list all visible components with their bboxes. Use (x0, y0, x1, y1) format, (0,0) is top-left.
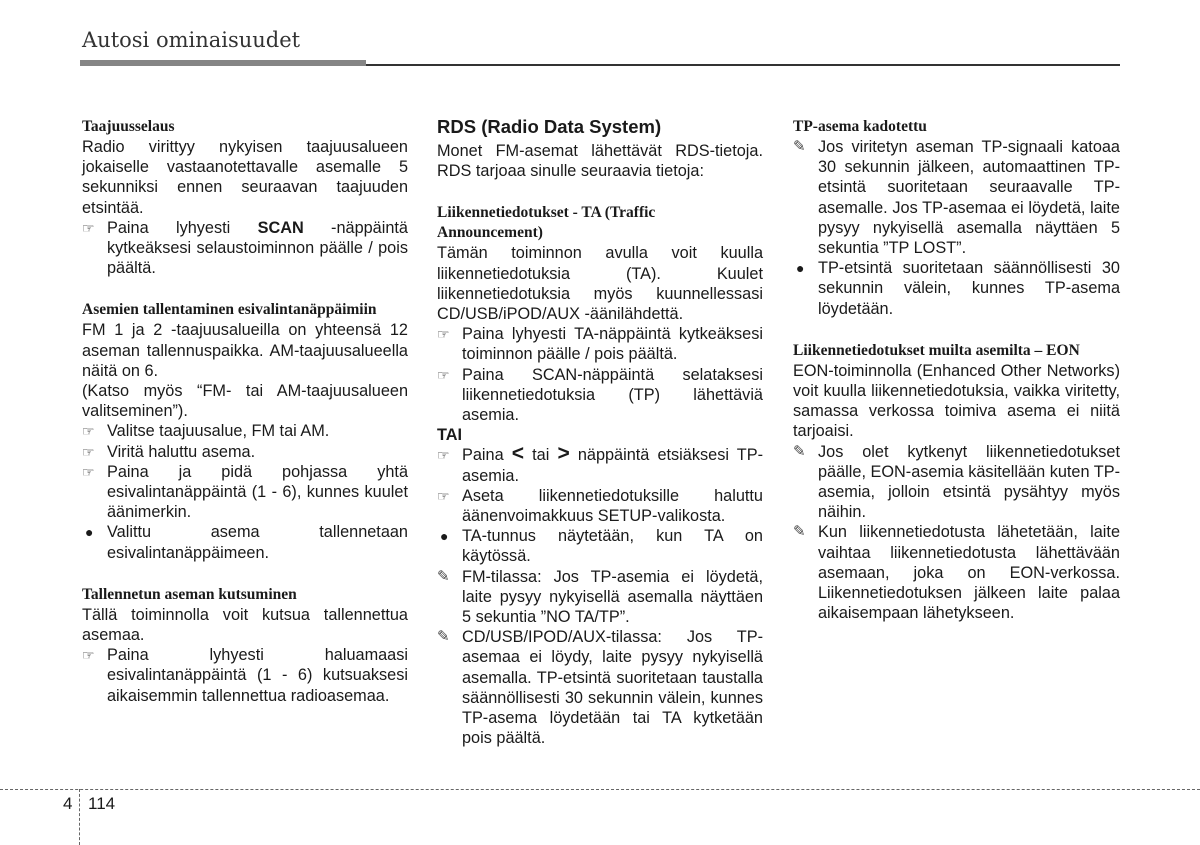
pointing-hand-icon: ☞ (437, 487, 450, 504)
pointing-hand-icon: ☞ (82, 423, 95, 440)
footer-dashed-rule (0, 789, 1200, 790)
note-item (437, 567, 763, 628)
list-item (82, 421, 408, 441)
note-item (437, 627, 763, 748)
paragraph: FM 1 ja 2 -taajuusalueilla on yhteensä 12 aseman tallennuspaikka. AM-taajuusalueella näitä on 6. (82, 321, 408, 380)
item-text: Paina lyhyesti SCAN -näppäintä kytkeäksesi selaustoiminnon päälle / pois päältä. (107, 218, 408, 278)
pointing-hand-icon: ☞ (437, 366, 450, 383)
item-text: TP-etsintä suoritetaan säännöllisesti 30 sekunnin välein, kunnes TP-asema löydetään. (818, 259, 1120, 318)
page-number: 114 (88, 794, 116, 813)
item-text: Aseta liikennetiedotuksille haluttu äänenvoimakkuus SETUP-valikosta. (462, 486, 763, 526)
paragraph: Monet FM-asemat lähettävät RDS-tietoja. RDS tarjoaa sinulle seuraavia tietoja: (437, 142, 763, 181)
chapter-number: 4 (63, 794, 73, 813)
paragraph: EON-toiminnolla (Enhanced Other Networks) voit kuulla liikennetiedotuksia, vaikka viritetty, samassa verkossa toimiva asema ei niitä tarjoaisi. (793, 361, 1120, 441)
pencil-note-icon: ✎ (793, 442, 806, 460)
pencil-note-icon: ✎ (437, 567, 450, 585)
list-item (82, 462, 408, 523)
heading-tp-asema-kadotettu: TP-asema kadotettu (793, 118, 927, 135)
pointing-hand-icon: ☞ (437, 447, 450, 464)
item-text: Paina lyhyesti TA-näppäintä kytkeäksesi toiminnon päälle / pois päältä. (462, 325, 763, 364)
heading-liikennetiedotukset-ta: Liikennetiedotukset - TA (Traffic Announcement) (437, 204, 656, 242)
column-2 (437, 115, 763, 748)
page-header-title: Autosi ominaisuudet (82, 28, 301, 52)
pencil-note-icon: ✎ (793, 138, 806, 155)
heading-taajuusselaus: Taajuusselaus (82, 118, 175, 135)
chevron-left-icon: < (511, 442, 525, 466)
item-text: FM-tilassa: Jos TP-asemia ei löydetä, laite pysyy nykyisellä asemalla näyttäen 5 sekuntia ”NO TA/TP”. (462, 567, 763, 627)
pointing-hand-icon: ☞ (82, 463, 95, 480)
pointing-hand-icon: ☞ (82, 647, 95, 664)
item-text: Paina < tai > näppäintä etsiäksesi TP-asemia. (462, 442, 763, 485)
bullet-icon: ● (85, 524, 94, 541)
section-title-rds: RDS (Radio Data System) (437, 116, 662, 137)
bullet-icon: ● (796, 260, 805, 277)
pointing-hand-icon: ☞ (82, 443, 95, 460)
paragraph: Radio virittyy nykyisen taajuusalueen jokaiselle vastaanotettavalle asemalle 5 sekunniksi ennen seuraavan taajuuden etsintää. (82, 138, 408, 217)
list-item (437, 486, 763, 526)
list-item (437, 324, 763, 364)
pencil-note-icon: ✎ (793, 523, 806, 541)
list-item (437, 526, 763, 566)
item-text: TA-tunnus näytetään, kun TA on käytössä. (462, 527, 763, 566)
list-item (82, 522, 408, 562)
list-item (793, 258, 1120, 319)
item-text: CD/USB/IPOD/AUX-tilassa: Jos TP-asemaa ei löydy, laite pysyy nykyisellä asemalla. TP-etsintä suoritetaan taustalla säännöllisesti 30 sekunnin välein, kunnes TP-asema löydetään tai TA kytketään pois päältä. (462, 628, 763, 748)
note-item (793, 442, 1120, 523)
header-rule-thin (366, 64, 1120, 66)
pencil-note-icon: ✎ (437, 628, 450, 646)
item-text: Jos olet kytkenyt liikennetiedotukset päälle, EON-asemia käsitellään kuten TP-asemia, jolloin etsintä pysähtyy myös näihin. (818, 442, 1120, 522)
heading-eon: Liikennetiedotukset muilta asemilta – EON (793, 341, 1080, 359)
item-text: Viritä haluttu asema. (107, 442, 256, 461)
list-item (82, 442, 408, 462)
column-3 (793, 115, 1120, 623)
or-label: TAI (437, 426, 463, 445)
item-text: Paina ja pidä pohjassa yhtä esivalintanäppäintä (1 - 6), kunnes kuulet äänimerkin. (107, 462, 408, 522)
column-1 (82, 115, 408, 706)
item-text: Jos viritetyn aseman TP-signaali katoaa 30 sekunnin jälkeen, automaattinen TP-etsintä suoritetaan seuraavalle TP-asemalle. Jos TP-asemaa ei löydetä, laite pysyy nykyisellä asemalla näyttäen 5 sekuntia ”TP LOST”. (818, 138, 1120, 258)
scan-key-label: SCAN (257, 218, 304, 237)
item-text: Valittu asema tallennetaan esivalintanäppäimeen. (107, 523, 408, 562)
bullet-icon: ● (440, 528, 449, 545)
list-item (82, 218, 408, 279)
note-item (793, 522, 1120, 623)
paragraph: Tällä toiminnolla voit kutsua tallennettua asemaa. (82, 605, 408, 645)
list-item (437, 442, 763, 485)
item-text: Paina SCAN-näppäintä selataksesi liikennetiedotuksia (TP) lähettäviä asemia. (462, 365, 763, 425)
note-item (793, 137, 1120, 258)
heading-tallennetun-aseman-kutsuminen: Tallennetun aseman kutsuminen (82, 585, 297, 603)
footer-dashed-divider (79, 789, 80, 845)
paragraph: (Katso myös “FM- tai AM-taajuusalueen valitseminen”). (82, 382, 408, 421)
pointing-hand-icon: ☞ (437, 326, 450, 343)
heading-asemien-tallentaminen: Asemien tallentaminen esivalintanäppäimiin (82, 301, 377, 319)
header-rule-thick (80, 60, 366, 66)
chevron-right-icon: > (557, 442, 570, 466)
item-text: Kun liikennetiedotusta lähetetään, laite vaihtaa liikennetiedotusta lähettävään asemaan, joka on EON-verkossa. Liikennetiedotuksen jälkeen laite palaa aikaisempaan lähetykseen. (818, 523, 1120, 623)
item-text: Paina lyhyesti haluamaasi esivalintanäppäintä (1 - 6) kutsuaksesi aikaisemmin tallennettua radioasemaa. (107, 646, 408, 705)
list-item (437, 365, 763, 426)
list-item (82, 645, 408, 706)
item-text: Valitse taajuusalue, FM tai AM. (107, 422, 330, 441)
paragraph: Tämän toiminnon avulla voit kuulla liikennetiedotuksia (TA). Kuulet liikennetiedotuksia myös kuunnellessasi CD/USB/iPOD/AUX -äänilähdettä. (437, 244, 763, 324)
pointing-hand-icon: ☞ (82, 219, 95, 236)
